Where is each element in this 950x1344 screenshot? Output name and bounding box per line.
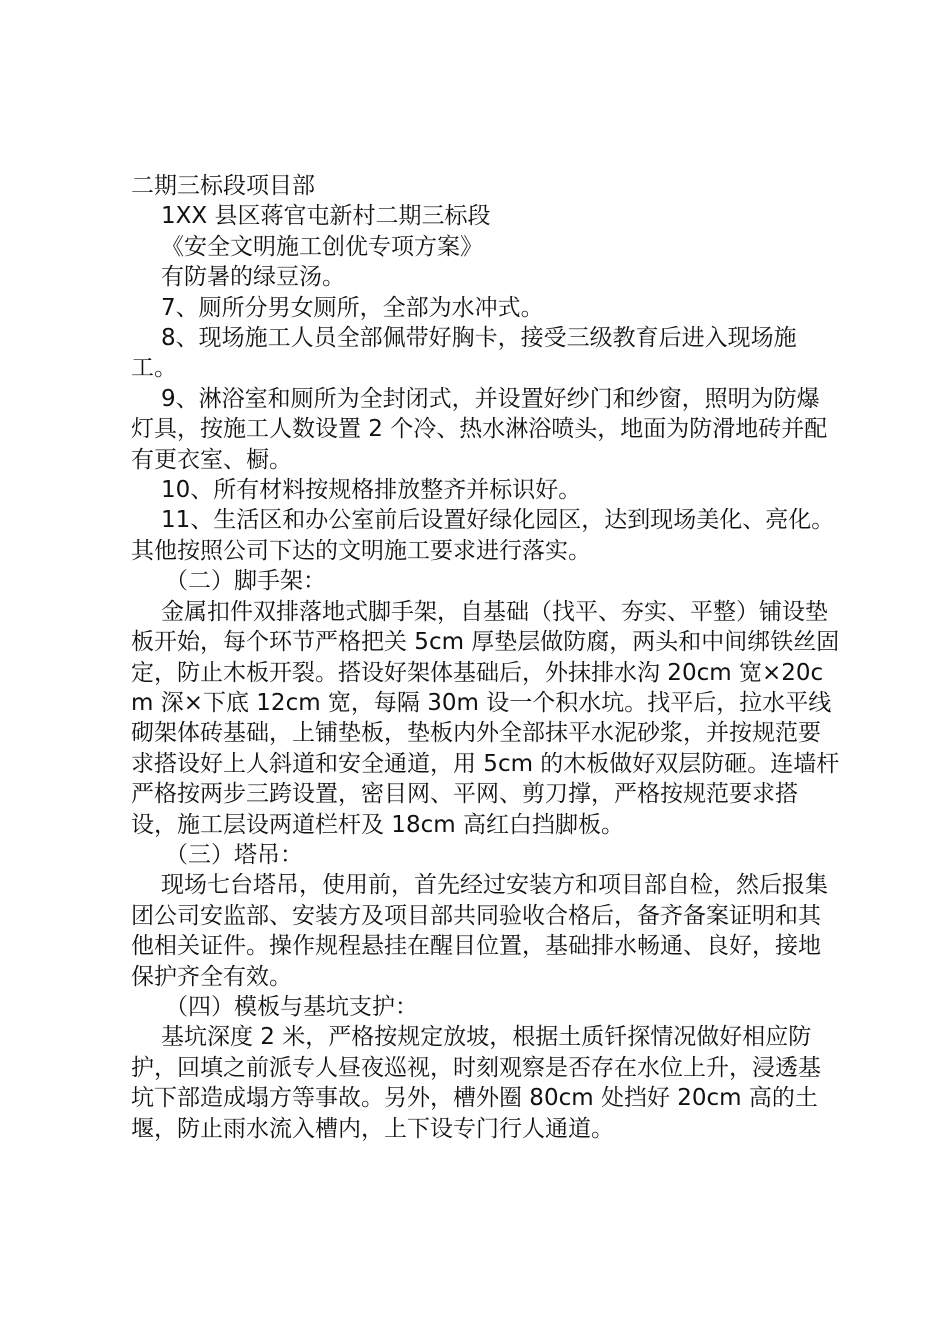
paragraph: 8、现场施工人员全部佩带好胸卡，接受三级教育后进入现场施工。	[131, 325, 797, 382]
section-heading-scaffold: （二）脚手架：	[165, 568, 326, 595]
paragraph: 11、生活区和办公室前后设置好绿化园区，达到现场美化、亮化。其他按照公司下达的文明施工要求进行落实。	[131, 507, 835, 564]
paragraph: 10、所有材料按规格排放整齐并标识好。	[161, 477, 582, 504]
paragraph: 7、厕所分男女厕所，全部为水冲式。	[161, 294, 544, 321]
section-body-tower-crane: 现场七台塔吊，使用前，首先经过安装方和项目部自检，然后报集团公司安监部、安装方及项目部共同验收合格后，备齐备案证明和其他相关证件。操作规程悬挂在醒目位置，基础排水畅通、良好，接地保护齐全有效。	[131, 872, 828, 990]
section-heading-tower-crane: （三）塔吊：	[165, 841, 303, 868]
doc-title-line: 《安全文明施工创优专项方案》	[161, 233, 483, 260]
section-body-scaffold: 金属扣件双排落地式脚手架，自基础（找平、夯实、平整）铺设垫板开始，每个环节严格把关 5cm 厚垫层做防腐，两头和中间绑铁丝固定，防止木板开裂。搭设好架体基础后，外抹排水沟 20cm 宽×20cm 深×下底 12cm 宽，每隔 30m 设一个积水坑。找平后，拉水平线砌架体砖基础，上铺垫板，垫板内外全部抹平水泥砂浆，并按规范要求搭设好上人斜道和安全通道，用 5cm 的木板做好双层防砸。连墙杆严格按两步三跨设置，密目网、平网、剪刀撑，严格按规范要求搭设，施工层设两道栏杆及 18cm 高红白挡脚板。	[131, 598, 840, 838]
section-heading-formwork-pit: （四）模板与基坑支护：	[165, 993, 418, 1020]
section-body-formwork-pit: 基坑深度 2 米，严格按规定放坡，根据土质钎探情况做好相应防护，回填之前派专人昼夜巡视，时刻观察是否存在水位上升，浸透基坑下部造成塌方等事故。另外，槽外圈 80cm 处挡好 20cm 高的土堰，防止雨水流入槽内，上下设专门行人通道。	[131, 1024, 821, 1142]
paragraph: 有防暑的绿豆汤。	[161, 264, 345, 291]
document-body	[131, 171, 841, 1144]
project-line: 1XX 县区蒋官屯新村二期三标段	[161, 203, 491, 230]
paragraph: 9、淋浴室和厕所为全封闭式，并设置好纱门和纱窗，照明为防爆灯具，按施工人数设置 2 个冷、热水淋浴喷头，地面为防滑地砖并配有更衣室、橱。	[131, 385, 828, 473]
org-line: 二期三标段项目部	[131, 173, 315, 199]
